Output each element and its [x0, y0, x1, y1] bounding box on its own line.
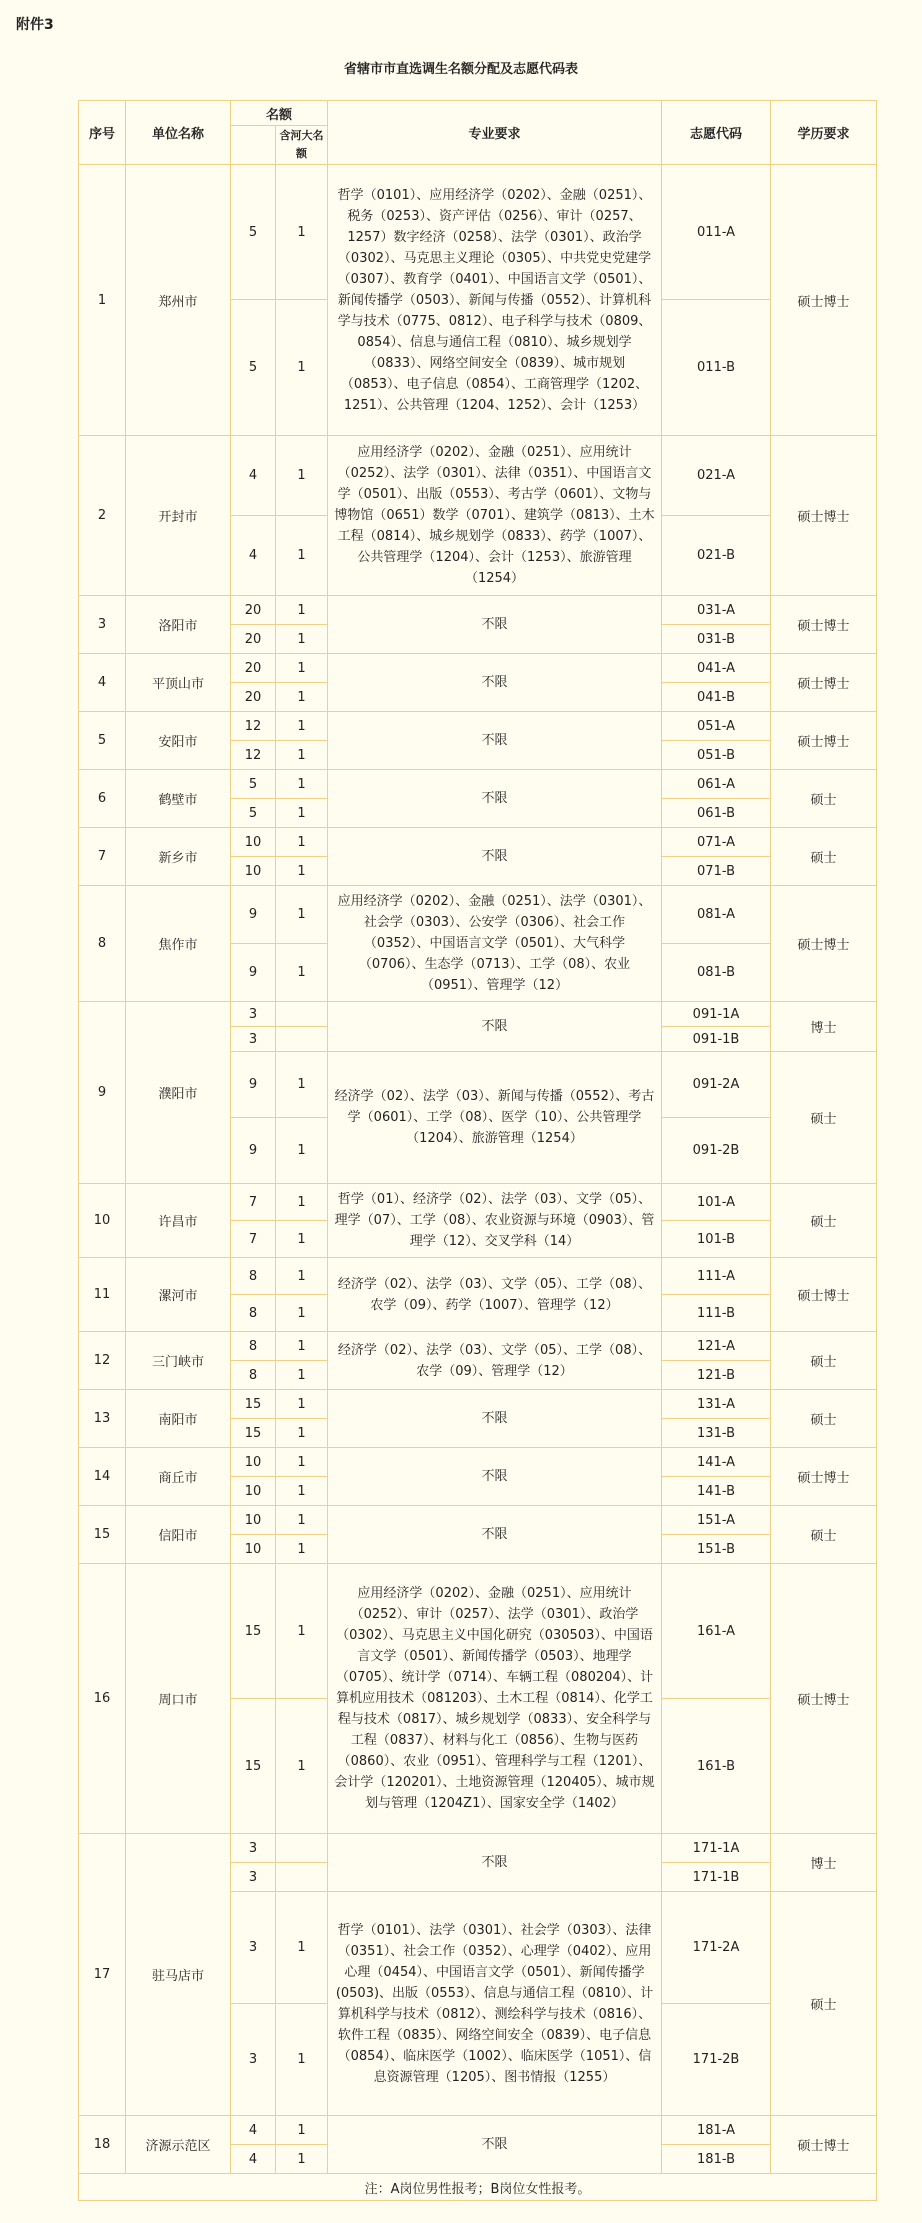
unit-cell: 济源示范区: [126, 2116, 231, 2174]
table-row: [79, 828, 877, 857]
degree-cell: 博士: [771, 1002, 877, 1052]
major-cell: 不限: [328, 1390, 662, 1448]
table-row: [79, 1258, 877, 1295]
henan-univ-quota-cell: 1: [276, 1564, 328, 1699]
code-cell: 081-A: [662, 886, 771, 944]
henan-univ-quota-cell: 1: [276, 1361, 328, 1390]
henan-univ-quota-cell: 1: [276, 2145, 328, 2174]
code-cell: 041-A: [662, 654, 771, 683]
unit-cell: 平顶山市: [126, 654, 231, 712]
quota-cell: 10: [231, 828, 276, 857]
table-row: [79, 1564, 877, 1699]
seq-cell: 18: [79, 2116, 126, 2174]
henan-univ-quota-cell: 1: [276, 799, 328, 828]
code-cell: 091-2B: [662, 1118, 771, 1184]
degree-cell: 硕士: [771, 1892, 877, 2116]
major-cell: 不限: [328, 654, 662, 712]
degree-cell: 硕士博士: [771, 1258, 877, 1332]
unit-cell: 新乡市: [126, 828, 231, 886]
unit-cell: 商丘市: [126, 1448, 231, 1506]
henan-univ-quota-cell: 1: [276, 654, 328, 683]
major-cell: 不限: [328, 1448, 662, 1506]
degree-cell: 硕士博士: [771, 596, 877, 654]
quota-cell: 5: [231, 770, 276, 799]
major-cell: 不限: [328, 1002, 662, 1052]
quota-cell: 3: [231, 2004, 276, 2116]
table-row: [79, 886, 877, 944]
degree-cell: 硕士: [771, 1506, 877, 1564]
major-cell: 不限: [328, 596, 662, 654]
henan-univ-quota-cell: 1: [276, 1052, 328, 1118]
seq-cell: 2: [79, 436, 126, 596]
henan-univ-quota-cell: 1: [276, 2116, 328, 2145]
code-cell: 061-B: [662, 799, 771, 828]
table-row: [79, 1506, 877, 1535]
henan-univ-quota-cell: 1: [276, 516, 328, 596]
major-cell: 应用经济学（0202）、金融（0251）、应用统计（0252）、审计（0257）、法学（0301）、政治学（0302）、马克思主义中国化研究（030503）、中国语言文学（0501）、新闻传播学（0503）、地理学（0705）、统计学（0714）、车辆工程（080204）、计算机应用技术（081203）、土木工程（0814）、化学工程与技术（0817）、城乡规划学（0833）、安全科学与工程（0837）、材料与化工（0856）、生物与医药（0860）、农业（0951）、管理科学与工程（1201）、会计学（120201）、土地资源管理（120405）、城市规划与管理（1204Z1）、国家安全学（1402）: [328, 1564, 662, 1834]
henan-univ-quota-cell: 1: [276, 1477, 328, 1506]
unit-cell: 漯河市: [126, 1258, 231, 1332]
seq-cell: 4: [79, 654, 126, 712]
henan-univ-quota-cell: [276, 1863, 328, 1892]
code-cell: 181-A: [662, 2116, 771, 2145]
henan-univ-quota-cell: [276, 1834, 328, 1863]
table-row: [79, 1448, 877, 1477]
quota-cell: 4: [231, 2145, 276, 2174]
henan-univ-quota-cell: 1: [276, 1390, 328, 1419]
seq-cell: 7: [79, 828, 126, 886]
quota-cell: 3: [231, 1002, 276, 1027]
code-cell: 031-A: [662, 596, 771, 625]
unit-cell: 三门峡市: [126, 1332, 231, 1390]
code-cell: 011-A: [662, 165, 771, 300]
code-cell: 021-A: [662, 436, 771, 516]
henan-univ-quota-cell: 1: [276, 1506, 328, 1535]
henan-univ-quota-cell: 1: [276, 1332, 328, 1361]
henan-univ-quota-cell: 1: [276, 1448, 328, 1477]
quota-cell: 12: [231, 712, 276, 741]
henan-univ-quota-cell: [276, 1002, 328, 1027]
header-unit: 单位名称: [126, 101, 231, 165]
henan-univ-quota-cell: 1: [276, 828, 328, 857]
quota-cell: 8: [231, 1361, 276, 1390]
degree-cell: 硕士博士: [771, 1564, 877, 1834]
quota-cell: 15: [231, 1699, 276, 1834]
table-title: 省辖市市直选调生名额分配及志愿代码表: [343, 62, 578, 77]
table-row: [79, 1002, 877, 1027]
unit-cell: 南阳市: [126, 1390, 231, 1448]
major-cell: 不限: [328, 2116, 662, 2174]
table-body: [79, 165, 877, 2174]
henan-univ-quota-cell: 1: [276, 1419, 328, 1448]
code-cell: 071-B: [662, 857, 771, 886]
major-cell: 不限: [328, 828, 662, 886]
quota-cell: 8: [231, 1258, 276, 1295]
seq-cell: 12: [79, 1332, 126, 1390]
code-cell: 121-B: [662, 1361, 771, 1390]
quota-cell: 4: [231, 516, 276, 596]
seq-cell: 6: [79, 770, 126, 828]
degree-cell: 硕士博士: [771, 712, 877, 770]
unit-cell: 焦作市: [126, 886, 231, 1002]
seq-cell: 11: [79, 1258, 126, 1332]
table-row: [79, 712, 877, 741]
unit-cell: 信阳市: [126, 1506, 231, 1564]
table-note: 注：A岗位男性报考；B岗位女性报考。: [79, 2174, 877, 2201]
seq-cell: 1: [79, 165, 126, 436]
quota-cell: 3: [231, 1863, 276, 1892]
seq-cell: 10: [79, 1184, 126, 1258]
major-cell: 哲学（01）、经济学（02）、法学（03）、文学（05）、理学（07）、工学（08）、农业资源与环境（0903）、管理学（12）、交叉学科（14）: [328, 1184, 662, 1258]
unit-cell: 驻马店市: [126, 1834, 231, 2116]
quota-cell: 5: [231, 165, 276, 300]
henan-univ-quota-cell: 1: [276, 1184, 328, 1221]
code-cell: 071-A: [662, 828, 771, 857]
code-cell: 161-A: [662, 1564, 771, 1699]
header-henan-univ: 含河大名额: [276, 126, 328, 165]
code-cell: 091-2A: [662, 1052, 771, 1118]
seq-cell: 16: [79, 1564, 126, 1834]
degree-cell: 硕士博士: [771, 165, 877, 436]
code-cell: 151-A: [662, 1506, 771, 1535]
code-cell: 161-B: [662, 1699, 771, 1834]
quota-cell: 10: [231, 1448, 276, 1477]
henan-univ-quota-cell: 1: [276, 1221, 328, 1258]
header-quota-blank: [231, 126, 276, 165]
degree-cell: 硕士博士: [771, 436, 877, 596]
seq-cell: 15: [79, 1506, 126, 1564]
quota-cell: 20: [231, 683, 276, 712]
unit-cell: 洛阳市: [126, 596, 231, 654]
quota-cell: 20: [231, 625, 276, 654]
code-cell: 011-B: [662, 300, 771, 436]
unit-cell: 安阳市: [126, 712, 231, 770]
major-cell: 哲学（0101）、应用经济学（0202）、金融（0251）、税务（0253）、资产评估（0256）、审计（0257、1257）数字经济（0258）、法学（0301）、政治学（0302）、马克思主义理论（0305）、中共党史党建学（0307）、教育学（0401）、中国语言文学（0501）、新闻传播学（0503）、新闻与传播（0552）、计算机科学与技术（0775、0812）、电子科学与技术（0809、0854）、信息与通信工程（0810）、城乡规划学（0833）、网络空间安全（0839）、城市规划（0853）、电子信息（0854）、工商管理学（1202、1251）、公共管理（1204、1252）、会计（1253）: [328, 165, 662, 436]
attachment-label: 附件3: [16, 17, 54, 33]
major-cell: 不限: [328, 1506, 662, 1564]
quota-cell: 10: [231, 857, 276, 886]
code-cell: 141-A: [662, 1448, 771, 1477]
quota-cell: 7: [231, 1184, 276, 1221]
henan-univ-quota-cell: 1: [276, 741, 328, 770]
seq-cell: 17: [79, 1834, 126, 2116]
quota-cell: 10: [231, 1506, 276, 1535]
code-cell: 091-1B: [662, 1027, 771, 1052]
quota-cell: 10: [231, 1477, 276, 1506]
quota-cell: 3: [231, 1834, 276, 1863]
code-cell: 171-2A: [662, 1892, 771, 2004]
table-row: [79, 165, 877, 300]
degree-cell: 博士: [771, 1834, 877, 1892]
code-cell: 171-1B: [662, 1863, 771, 1892]
seq-cell: 5: [79, 712, 126, 770]
code-cell: 031-B: [662, 625, 771, 654]
quota-cell: 7: [231, 1221, 276, 1258]
major-cell: 哲学（0101）、法学（0301）、社会学（0303）、法律（0351）、社会工作（0352）、心理学（0402）、应用心理（0454）、中国语言文学（0501）、新闻传播学(0503)、出版（0553）、信息与通信工程（0810）、计算机科学与技术（0812）、测绘科学与技术（0816）、软件工程（0835）、网络空间安全（0839）、电子信息（0854）、临床医学（1002）、临床医学（1051）、信息资源管理（1205）、图书情报（1255）: [328, 1892, 662, 2116]
henan-univ-quota-cell: 1: [276, 1535, 328, 1564]
code-cell: 101-A: [662, 1184, 771, 1221]
henan-univ-quota-cell: 1: [276, 165, 328, 300]
code-cell: 141-B: [662, 1477, 771, 1506]
henan-univ-quota-cell: 1: [276, 2004, 328, 2116]
table-row: [79, 1184, 877, 1221]
degree-cell: 硕士: [771, 828, 877, 886]
henan-univ-quota-cell: 1: [276, 857, 328, 886]
seq-cell: 14: [79, 1448, 126, 1506]
code-cell: 171-2B: [662, 2004, 771, 2116]
major-cell: 经济学（02）、法学（03）、文学（05）、工学（08）、农学（09）、药学（1007）、管理学（12）: [328, 1258, 662, 1332]
henan-univ-quota-cell: 1: [276, 886, 328, 944]
quota-table: [78, 100, 877, 2201]
quota-cell: 4: [231, 2116, 276, 2145]
major-cell: 经济学（02）、法学（03）、文学（05）、工学（08）、农学（09）、管理学（12）: [328, 1332, 662, 1390]
quota-cell: 15: [231, 1419, 276, 1448]
quota-cell: 5: [231, 799, 276, 828]
header-code: 志愿代码: [662, 101, 771, 165]
henan-univ-quota-cell: 1: [276, 712, 328, 741]
code-cell: 181-B: [662, 2145, 771, 2174]
code-cell: 151-B: [662, 1535, 771, 1564]
quota-cell: 10: [231, 1535, 276, 1564]
header-quota: 名额: [231, 101, 328, 126]
degree-cell: 硕士博士: [771, 2116, 877, 2174]
quota-cell: 9: [231, 886, 276, 944]
henan-univ-quota-cell: 1: [276, 1295, 328, 1332]
unit-cell: 郑州市: [126, 165, 231, 436]
code-cell: 121-A: [662, 1332, 771, 1361]
henan-univ-quota-cell: 1: [276, 944, 328, 1002]
quota-cell: 4: [231, 436, 276, 516]
table-row: [79, 1834, 877, 1863]
code-cell: 091-1A: [662, 1002, 771, 1027]
table-row: [79, 596, 877, 625]
henan-univ-quota-cell: [276, 1027, 328, 1052]
code-cell: 051-A: [662, 712, 771, 741]
code-cell: 111-A: [662, 1258, 771, 1295]
quota-cell: 3: [231, 1027, 276, 1052]
table-row: [79, 2116, 877, 2145]
degree-cell: 硕士: [771, 1052, 877, 1184]
quota-cell: 12: [231, 741, 276, 770]
unit-cell: 濮阳市: [126, 1002, 231, 1184]
code-cell: 131-B: [662, 1419, 771, 1448]
major-cell: 不限: [328, 712, 662, 770]
code-cell: 081-B: [662, 944, 771, 1002]
code-cell: 051-B: [662, 741, 771, 770]
henan-univ-quota-cell: 1: [276, 625, 328, 654]
degree-cell: 硕士: [771, 1332, 877, 1390]
henan-univ-quota-cell: 1: [276, 300, 328, 436]
code-cell: 101-B: [662, 1221, 771, 1258]
quota-cell: 9: [231, 1118, 276, 1184]
henan-univ-quota-cell: 1: [276, 770, 328, 799]
table-row: [79, 1332, 877, 1361]
henan-univ-quota-cell: 1: [276, 1118, 328, 1184]
henan-univ-quota-cell: 1: [276, 436, 328, 516]
quota-cell: 9: [231, 1052, 276, 1118]
unit-cell: 鹤壁市: [126, 770, 231, 828]
degree-cell: 硕士: [771, 1390, 877, 1448]
table-row: [79, 770, 877, 799]
henan-univ-quota-cell: 1: [276, 1258, 328, 1295]
code-cell: 061-A: [662, 770, 771, 799]
major-cell: 不限: [328, 1834, 662, 1892]
header-degree: 学历要求: [771, 101, 877, 165]
major-cell: 不限: [328, 770, 662, 828]
quota-cell: 3: [231, 1892, 276, 2004]
major-cell: 应用经济学（0202）、金融（0251）、应用统计（0252）、法学（0301）、法律（0351）、中国语言文学（0501）、出版（0553）、考古学（0601）、文物与博物馆（0651）数学（0701）、建筑学（0813）、土木工程（0814）、城乡规划学（0833）、药学（1007）、公共管理学（1204）、会计（1253）、旅游管理（1254）: [328, 436, 662, 596]
seq-cell: 13: [79, 1390, 126, 1448]
henan-univ-quota-cell: 1: [276, 1892, 328, 2004]
quota-cell: 8: [231, 1332, 276, 1361]
seq-cell: 8: [79, 886, 126, 1002]
degree-cell: 硕士博士: [771, 1448, 877, 1506]
table-row: [79, 654, 877, 683]
degree-cell: 硕士: [771, 770, 877, 828]
unit-cell: 许昌市: [126, 1184, 231, 1258]
unit-cell: 周口市: [126, 1564, 231, 1834]
henan-univ-quota-cell: 1: [276, 683, 328, 712]
henan-univ-quota-cell: 1: [276, 1699, 328, 1834]
degree-cell: 硕士博士: [771, 886, 877, 1002]
table-row: [79, 1390, 877, 1419]
quota-cell: 8: [231, 1295, 276, 1332]
major-cell: 应用经济学（0202）、金融（0251）、法学（0301）、社会学（0303）、公安学（0306）、社会工作（0352）、中国语言文学（0501）、大气科学（0706）、生态学（0713）、工学（08）、农业（0951）、管理学（12）: [328, 886, 662, 1002]
code-cell: 021-B: [662, 516, 771, 596]
quota-cell: 5: [231, 300, 276, 436]
henan-univ-quota-cell: 1: [276, 596, 328, 625]
seq-cell: 3: [79, 596, 126, 654]
quota-cell: 20: [231, 654, 276, 683]
quota-cell: 9: [231, 944, 276, 1002]
table-row: [79, 436, 877, 516]
quota-cell: 20: [231, 596, 276, 625]
code-cell: 041-B: [662, 683, 771, 712]
code-cell: 111-B: [662, 1295, 771, 1332]
header-seq: 序号: [79, 101, 126, 165]
code-cell: 131-A: [662, 1390, 771, 1419]
degree-cell: 硕士: [771, 1184, 877, 1258]
table-header: [79, 101, 877, 165]
major-cell: 经济学（02）、法学（03）、新闻与传播（0552）、考古学（0601）、工学（08）、医学（10）、公共管理学（1204）、旅游管理（1254）: [328, 1052, 662, 1184]
unit-cell: 开封市: [126, 436, 231, 596]
code-cell: 171-1A: [662, 1834, 771, 1863]
seq-cell: 9: [79, 1002, 126, 1184]
header-major: 专业要求: [328, 101, 662, 165]
quota-cell: 15: [231, 1564, 276, 1699]
degree-cell: 硕士博士: [771, 654, 877, 712]
quota-cell: 15: [231, 1390, 276, 1419]
